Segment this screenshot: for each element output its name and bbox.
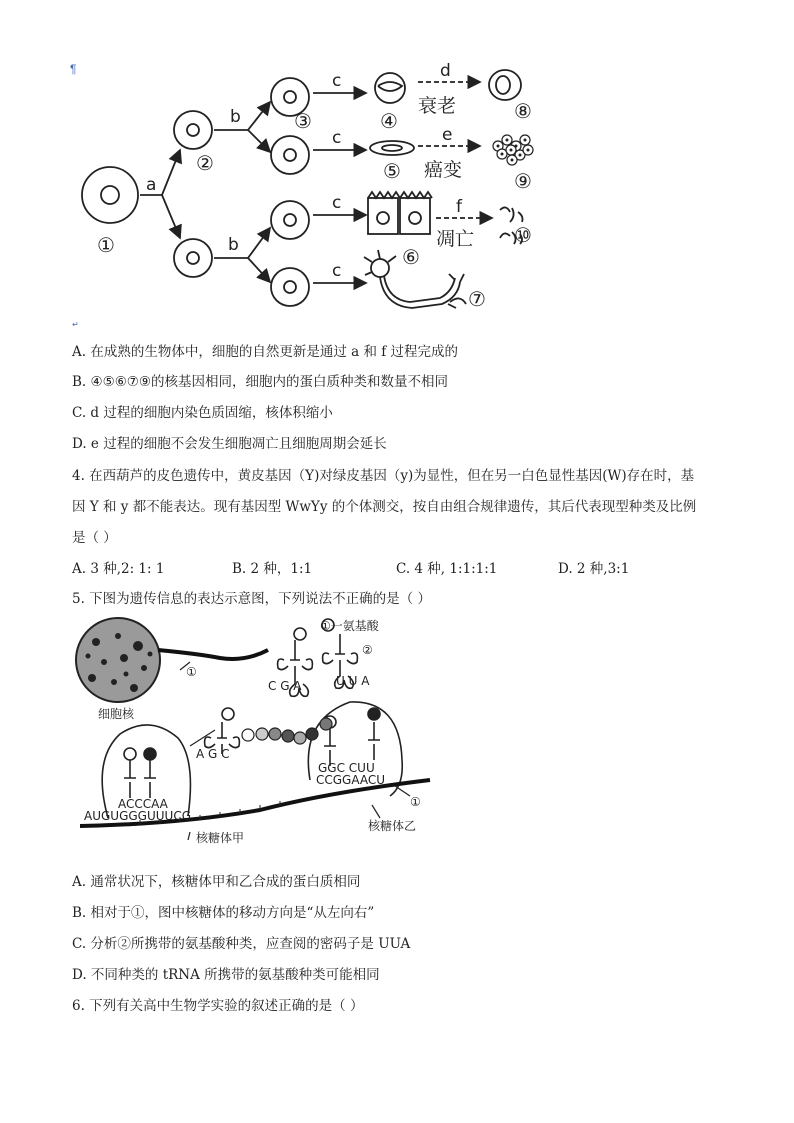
q5-option-d: D. 不同种类的 tRNA 所携带的氨基酸种类可能相同: [72, 967, 380, 983]
anticodon-agc: A G C: [196, 747, 230, 761]
q4-option-c: C. 4 种, 1:1:1:1: [396, 561, 498, 577]
cell-2: [174, 111, 212, 149]
pair-right: GGC CUU: [318, 761, 375, 775]
label-apoptosis: 凋亡: [436, 228, 475, 250]
num-2: ②: [196, 151, 214, 175]
label-c-1: c: [332, 71, 342, 91]
q3-option-d: D. e 过程的细胞不会发生细胞凋亡且细胞周期会延长: [72, 436, 387, 452]
label-c-2: c: [332, 128, 342, 148]
line-end-mark: ↵: [72, 320, 79, 329]
anticodon-uua: U U A: [336, 674, 370, 688]
q4-stem-line1: 4. 在西葫芦的皮色遗传中，黄皮基因（Y)对绿皮基因（y)为显性，但在另一白色显性基因(W)存在时，基: [72, 468, 695, 484]
label-c-3: c: [332, 193, 342, 213]
mrna-strand-upper: [158, 650, 268, 659]
num-1: ①: [97, 233, 115, 257]
mrna-left: AUGUGGGUUUCG: [84, 809, 191, 823]
num-9: ⑨: [514, 169, 532, 193]
cell-8: [489, 70, 521, 100]
gene-expression-diagram: [0, 610, 794, 850]
label-e: e: [442, 125, 453, 145]
label-d: d: [440, 61, 451, 81]
q4-option-d: D. 2 种,3:1: [558, 561, 630, 577]
cell-6: [368, 198, 398, 234]
q3-option-a: A. 在成熟的生物体中，细胞的自然更新是通过 a 和 f 过程完成的: [72, 344, 459, 360]
label-b-lower: b: [228, 235, 239, 255]
num-7: ⑦: [468, 287, 486, 311]
q4-option-b: B. 2 种，1:1: [232, 561, 313, 577]
num-5: ⑤: [383, 159, 401, 183]
label-ribosome-b: 核糖体乙: [368, 819, 417, 833]
label-amino-acid: ①一氨基酸: [320, 619, 379, 633]
label-two: ②: [362, 643, 373, 657]
cell-lower-b1: [271, 201, 309, 239]
cell-1: [82, 167, 138, 223]
label-one-right: ①: [410, 795, 421, 809]
num-3: ③: [294, 109, 312, 133]
mrna-right: CCGGAACU: [316, 773, 386, 787]
q4-option-a: A. 3 种,2: 1: 1: [72, 561, 165, 577]
anticodon-cga: C G A: [268, 679, 302, 693]
q5-option-a: A. 通常状况下，核糖体甲和乙合成的蛋白质相同: [72, 874, 361, 890]
num-8: ⑧: [514, 99, 532, 123]
cell-5: [370, 141, 414, 155]
cell-fate-diagram: [0, 0, 794, 330]
label-nucleus: 细胞核: [98, 707, 135, 721]
label-b-upper: b: [230, 107, 241, 127]
label-f: f: [456, 197, 462, 217]
num-4: ④: [380, 109, 398, 133]
q5-stem: 5. 下图为遗传信息的表达示意图，下列说法不正确的是（ ）: [72, 591, 431, 607]
q3-option-c: C. d 过程的细胞内染色质固缩，核体积缩小: [72, 405, 333, 421]
cell-upper-b2: [271, 136, 309, 174]
label-ribosome-a: 核糖体甲: [196, 831, 245, 845]
label-one-top: ①: [186, 665, 197, 679]
label-cancer: 癌变: [424, 159, 463, 181]
pair-left: ACCCAA: [118, 797, 168, 811]
cell-lower-parent: [174, 239, 212, 277]
label-c-4: c: [332, 261, 342, 281]
cell-lower-b2: [271, 268, 309, 306]
num-10: ⑩: [514, 223, 532, 247]
nucleus: [76, 618, 160, 702]
label-aging: 衰老: [418, 95, 457, 117]
q5-option-c: C. 分析②所携带的氨基酸种类，应查阅的密码子是 UUA: [72, 936, 411, 952]
label-a: a: [146, 175, 157, 195]
q6-stem: 6. 下列有关高中生物学实验的叙述正确的是（ ）: [72, 998, 364, 1014]
paragraph-mark: ¶: [70, 62, 77, 76]
q3-option-b: B. ④⑤⑥⑦⑨的核基因相同，细胞内的蛋白质种类和数量不相同: [72, 374, 449, 390]
num-6: ⑥: [402, 245, 420, 269]
q4-stem-line2: 因 Y 和 y 都不能表达。现有基因型 WwYy 的个体测交，按自由组合规律遗传，其后代表现型种类及比例: [72, 499, 697, 515]
q4-stem-line3: 是（ ）: [72, 530, 117, 546]
q5-option-b: B. 相对于①，图中核糖体的移动方向是“从左向右”: [72, 905, 375, 921]
